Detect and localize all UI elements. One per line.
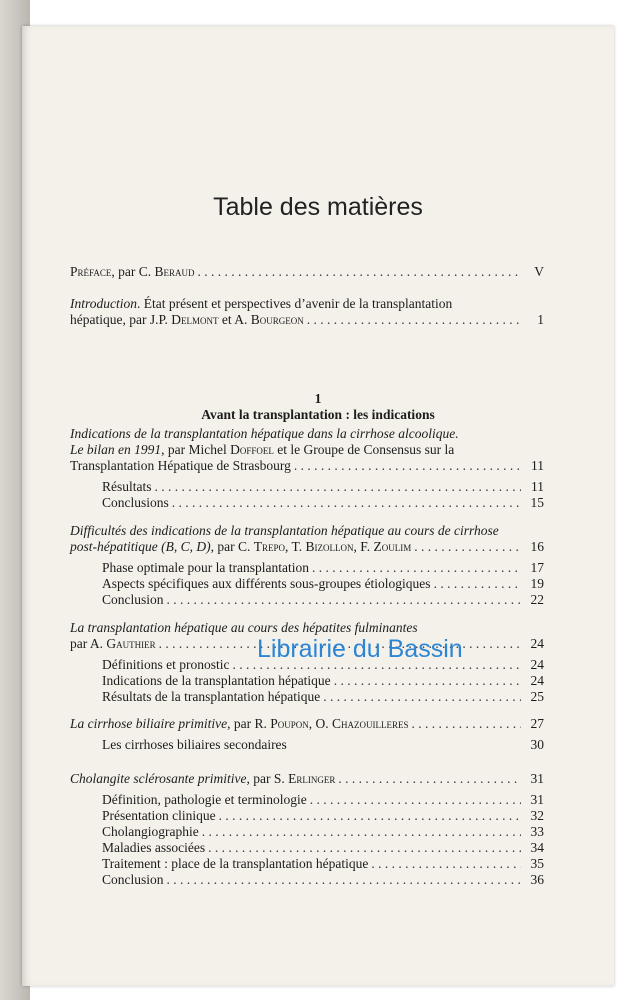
toc-subentry: Présentation clinique . . . 32 — [70, 808, 544, 824]
page-title: Table des matières — [213, 193, 423, 221]
page-number: V — [534, 264, 544, 279]
toc-subentry: Définitions et pronostic . . . 24 — [70, 657, 544, 673]
toc-subentry: Cholangiographie . . . 33 — [70, 824, 544, 840]
toc-subentry: Résultats de la transplantation hépatique . . . 25 — [70, 689, 544, 705]
page-number: 11 — [531, 458, 544, 473]
preface-author: Beraud — [154, 264, 195, 279]
preface-label: Préface — [70, 264, 112, 279]
toc-entry-fulminantes: La transplantation hépatique au cours des hépatites fulminantes par A. Gauthier . . . 24 Définitions et pronostic . . . 24 Indications de la transplantation hépatique . . . 24 Résultats de la transplantation hépatique . . . 25 — [70, 620, 544, 705]
toc-subentry: Phase optimale pour la transplantation . . . 17 — [70, 560, 544, 576]
toc-entry-preface: Préface, par C. Beraud . . . V — [70, 264, 544, 280]
section-title: Avant la transplantation : les indications — [201, 407, 435, 422]
page-number: 31 — [530, 771, 544, 786]
toc-subentry: Les cirrhoses biliaires secondaires 30 — [102, 737, 544, 752]
toc-subentry: Traitement : place de la transplantation hépatique . . . 35 — [70, 856, 544, 872]
watermark: Librairie du Bassin — [257, 635, 463, 663]
toc-subentry: Indications de la transplantation hépatique . . . 24 — [70, 673, 544, 689]
toc-subentry: Conclusion . . . 36 — [70, 872, 544, 888]
section-number: 1 — [314, 391, 322, 406]
toc-entry-post-hepatitique: Difficultés des indications de la transplantation hépatique au cours de cirrhose post-hépatitique (B, C, D), par C. Trepo, T. Bizollon, F. Zoulim . . . 16 Phase optimale pour la transplantation . . . 17 Aspects spécifiques aux différents sous-groupes étiologiques . . . 19 Conclusion . . . 22 — [70, 523, 544, 608]
page-number: 24 — [530, 636, 544, 651]
book-page — [22, 26, 614, 986]
page-number: 1 — [537, 312, 544, 327]
toc-subentry: Définition, pathologie et terminologie . . . 31 — [70, 792, 544, 808]
introduction-label: Introduction — [70, 296, 137, 311]
toc-subentry: Maladies associées . . . 34 — [70, 840, 544, 856]
toc-entry-cholangite: Cholangite sclérosante primitive, par S. Erlinger . . . 31 Définition, pathologie et terminologie . . . 31 Présentation clinique . . . 32 Cholangiographie . . . 33 Maladies associées . . . 34 Traitement : place de la transplantation hépatique . . . 35 Conclusion . . . 36 — [70, 771, 544, 888]
toc-entry-introduction: Introduction. État présent et perspectives d’avenir de la transplantation hépatique, par J.P. Delmont et A. Bourgeon . . . 1 — [70, 296, 544, 328]
toc-entry-alcoolique: Indications de la transplantation hépatique dans la cirrhose alcoolique. Le bilan en 1991, par Michel Doffoel et le Groupe de Consensus sur la Transplantation Hépatique de Strasbourg . . . 11 Résultats . . . 11 Conclusions . . . 15 — [70, 426, 544, 511]
toc-entry-cirrhose-biliaire: La cirrhose biliaire primitive, par R. Poupon, O. Chazouilleres . . . 27 Les cirrhoses biliaires secondaires 30 — [70, 716, 544, 753]
toc-subentry: Aspects spécifiques aux différents sous-groupes étiologiques . . . 19 — [70, 576, 544, 592]
page-number: 16 — [530, 539, 544, 554]
page-number: 27 — [530, 716, 544, 731]
toc-subentry: Conclusion . . . 22 — [70, 592, 544, 608]
toc-subentry: Conclusions . . . 15 — [70, 495, 544, 511]
toc-subentry: Résultats . . . 11 — [70, 479, 544, 495]
